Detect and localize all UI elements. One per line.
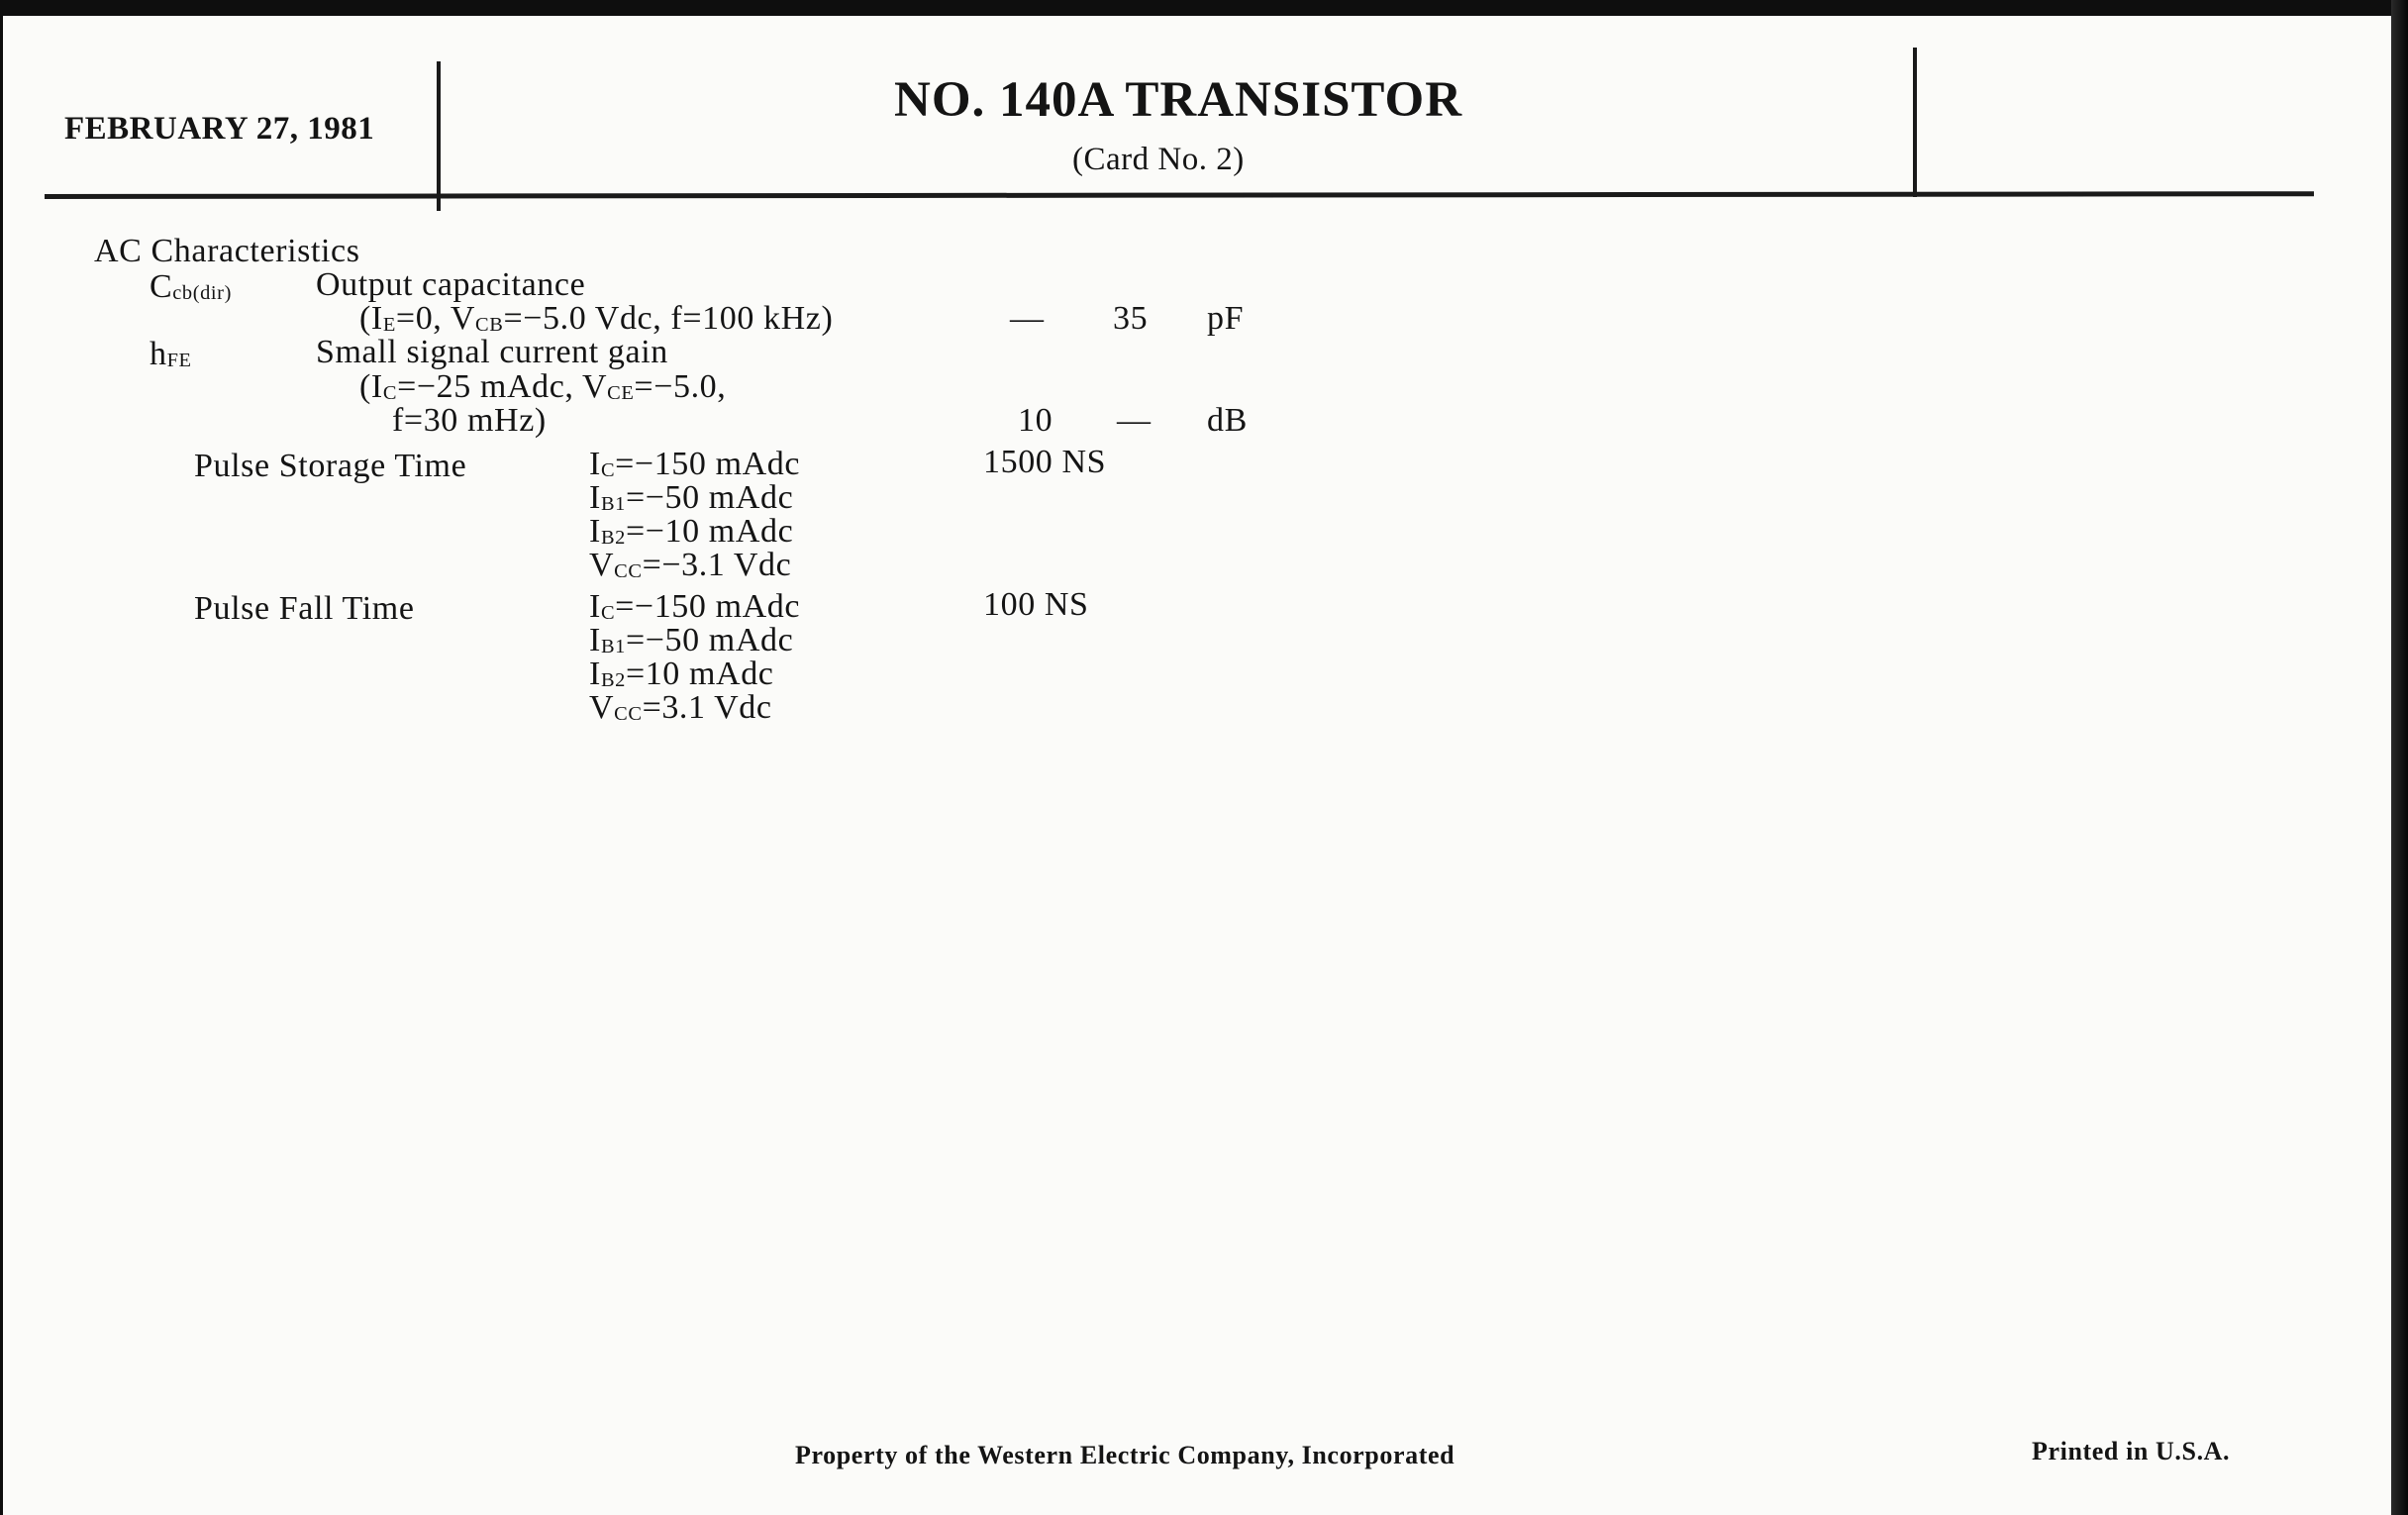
param-name: Output capacitance	[316, 266, 586, 303]
pulse-condition: $I_{B2}=-10$ mAdc	[589, 513, 794, 550]
card-subtitle: (Card No. 2)	[1072, 142, 1245, 177]
pulse-label: Pulse Fall Time	[194, 590, 415, 627]
param-symbol: $h_{FE}$	[150, 336, 192, 372]
param-unit: pF	[1207, 300, 1245, 337]
card-date: FEBRUARY 27, 1981	[64, 111, 375, 147]
footer-printed: Printed in U.S.A.	[2032, 1437, 2231, 1465]
param-min: —	[1010, 300, 1045, 337]
header-divider-left	[437, 61, 441, 211]
param-min: 10	[1018, 402, 1054, 439]
pulse-condition: $I_{B2}=10$ mAdc	[589, 656, 774, 692]
pulse-label: Pulse Storage Time	[194, 448, 467, 484]
section-heading: AC Characteristics	[94, 233, 360, 269]
card-title: NO. 140A TRANSISTOR	[894, 72, 1463, 128]
card-edge-shadow	[2391, 0, 2408, 1515]
data-card	[3, 16, 2391, 1515]
pulse-condition: $I_{B1}=-50$ mAdc	[589, 479, 794, 516]
pulse-condition: $I_C=-150$ mAdc	[589, 588, 801, 625]
pulse-value: 100 NS	[983, 586, 1089, 623]
param-condition: ($I_E=0$, $V_{CB}=-5.0$ Vdc, f=100 kHz)	[359, 300, 834, 337]
param-max: 35	[1113, 300, 1149, 337]
pulse-condition: $V_{CC}=-3.1$ Vdc	[589, 547, 792, 583]
pulse-condition: $V_{CC}=3.1$ Vdc	[589, 689, 772, 726]
pulse-value: 1500 NS	[983, 444, 1107, 480]
param-name: Small signal current gain	[316, 334, 668, 370]
footer-property: Property of the Western Electric Company, Incorporated	[795, 1441, 1455, 1469]
param-max: —	[1117, 402, 1152, 439]
pulse-condition: $I_{B1}=-50$ mAdc	[589, 622, 794, 658]
param-condition-cont: f=30 mHz)	[392, 402, 547, 439]
param-condition: ($I_C=-25$ mAdc, $V_{CE}=-5.0$,	[359, 368, 727, 405]
param-symbol: $C_{cb(dir)}$	[150, 268, 232, 305]
header-divider-right	[1913, 48, 1917, 197]
param-unit: dB	[1207, 402, 1248, 439]
pulse-condition: $I_C=-150$ mAdc	[589, 446, 801, 482]
